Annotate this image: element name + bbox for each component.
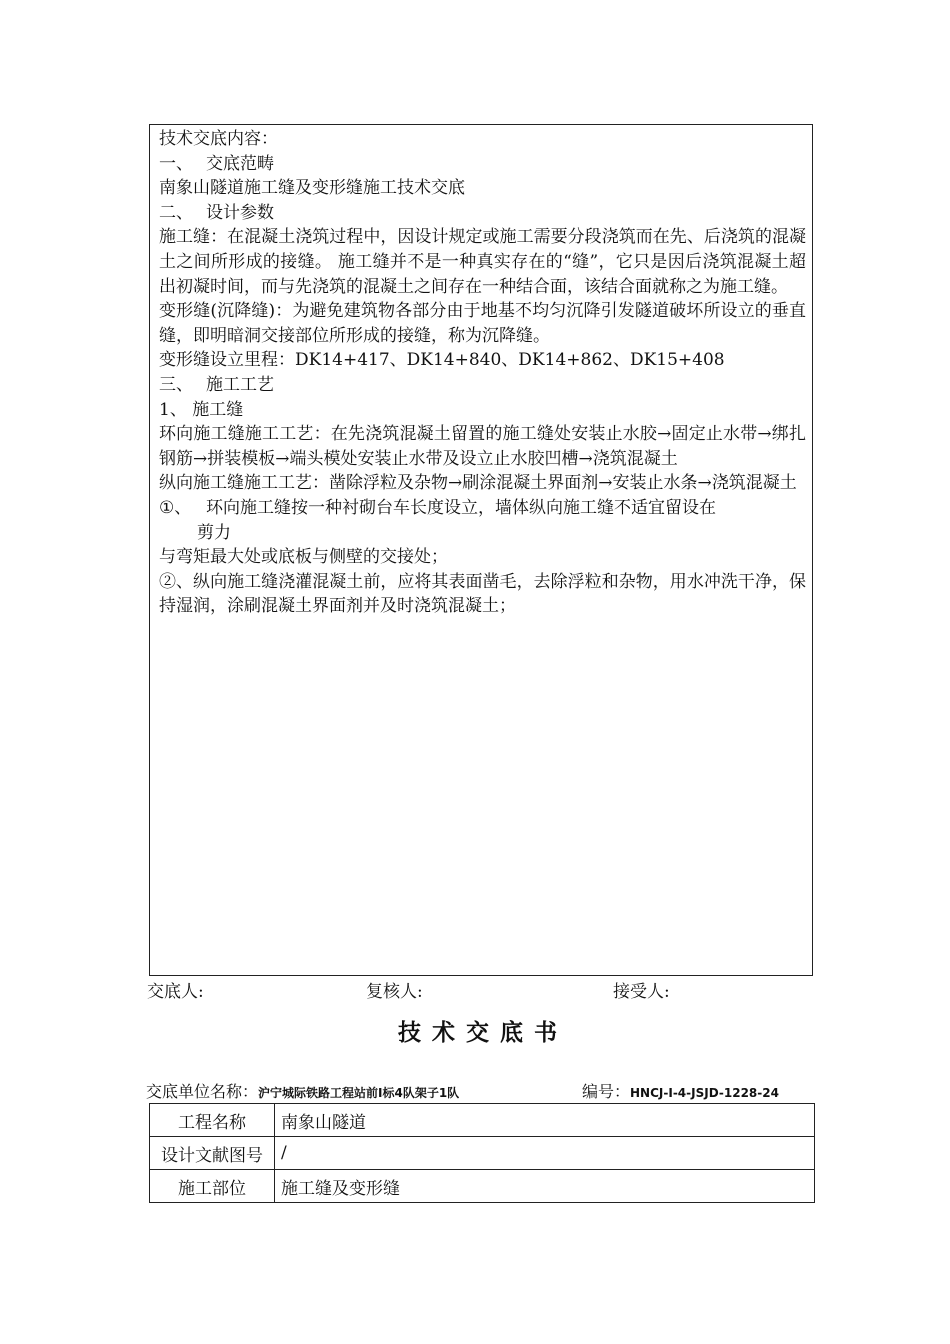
code-row xyxy=(582,1081,779,1104)
section-1-title: 交底范畴 xyxy=(206,153,274,174)
section-1-text: 南象山隧道施工缝及变形缝施工技术交底 xyxy=(159,178,465,199)
construction-joint-paragraph: 施工缝：在混凝土浇筑过程中，因设计规定或施工需要分段浇筑而在先、后浇筑的混凝土之间所形成的接缝。 施工缝并不是一种真实存在的“缝”，它只是因后浇筑混凝土超出初凝时间，而与先浇筑的混凝土之间存在一种结合面，该结合面就称之为施工缝。 xyxy=(159,227,806,297)
drawing-number-label: 设计文献图号 xyxy=(150,1137,275,1170)
table-row xyxy=(150,1170,815,1203)
info-table xyxy=(149,1103,815,1203)
section-2-number: 二、 xyxy=(159,202,193,223)
longitudinal-joint-process: 纵向施工缝施工工艺：凿除浮粒及杂物→刷涂混凝土界面剂→安装止水条→浇筑混凝土 xyxy=(159,473,797,494)
content-heading: 技术交底内容： xyxy=(159,129,278,149)
ring-joint-process: 环向施工缝施工工艺：在先浇筑混凝土留置的施工缝处安装止水胶→固定止水带→绑扎钢筋→拼装模板→端头模处安装止水带及设立止水胶凹槽→浇筑混凝土 xyxy=(159,424,806,469)
section-1-heading xyxy=(159,152,806,177)
receiver-signature-label: 接受人: xyxy=(613,982,670,1002)
construction-part-label: 施工部位 xyxy=(150,1170,275,1203)
item-1-line-1 xyxy=(159,496,806,521)
project-name-label: 工程名称 xyxy=(150,1104,275,1137)
item-1-number: ①、 xyxy=(159,497,192,518)
unit-label: 交底单位名称： xyxy=(146,1082,259,1101)
table-row xyxy=(150,1104,815,1137)
section-3-heading xyxy=(159,373,806,398)
item-1-line-2: 剪力 xyxy=(197,522,231,543)
item-1-line-3: 与弯矩最大处或底板与侧壁的交接处； xyxy=(159,547,448,568)
item-1-text: 环向施工缝按一种衬砌台车长度设立，墙体纵向施工缝不适宜留设在 xyxy=(206,497,716,518)
unit-value: 沪宁城际铁路工程站前Ⅰ标4队架子1队 xyxy=(258,1086,460,1100)
code-value: HNCJ-Ⅰ-4-JSJD-1228-24 xyxy=(630,1086,779,1100)
table-row xyxy=(150,1137,815,1170)
construction-part-value: 施工缝及变形缝 xyxy=(275,1170,815,1203)
section-2-heading xyxy=(159,201,806,226)
section-3-title: 施工工艺 xyxy=(206,374,274,395)
project-name-value: 南象山隧道 xyxy=(275,1104,815,1137)
deformation-joint-paragraph: 变形缝(沉降缝)：为避免建筑物各部分由于地基不均匀沉降引发隧道破坏所设立的垂直缝，即明暗洞交接部位所形成的接缝，称为沉降缝。 xyxy=(159,301,806,346)
subsection-1-heading: 1、 施工缝 xyxy=(159,399,244,420)
code-label: 编号： xyxy=(582,1082,631,1101)
drawing-number-value: / xyxy=(275,1137,815,1170)
mileage-paragraph: 变形缝设立里程：DK14+417、DK14+840、DK14+862、DK15+408 xyxy=(159,350,725,371)
item-2-paragraph: ②、纵向施工缝浇灌混凝土前，应将其表面凿毛，去除浮粒和杂物，用水冲洗干净，保持湿润，涂刷混凝土界面剂并及时浇筑混凝土； xyxy=(159,571,806,617)
unit-row xyxy=(146,1081,459,1104)
reviewer-signature-label: 复核人: xyxy=(366,982,423,1002)
document-title: 技术交底书 xyxy=(398,1020,568,1046)
section-2-title: 设计参数 xyxy=(206,202,274,223)
content-box xyxy=(149,124,813,976)
section-1-number: 一、 xyxy=(159,153,193,174)
section-3-number: 三、 xyxy=(159,374,193,395)
presenter-signature-label: 交底人: xyxy=(147,982,204,1002)
